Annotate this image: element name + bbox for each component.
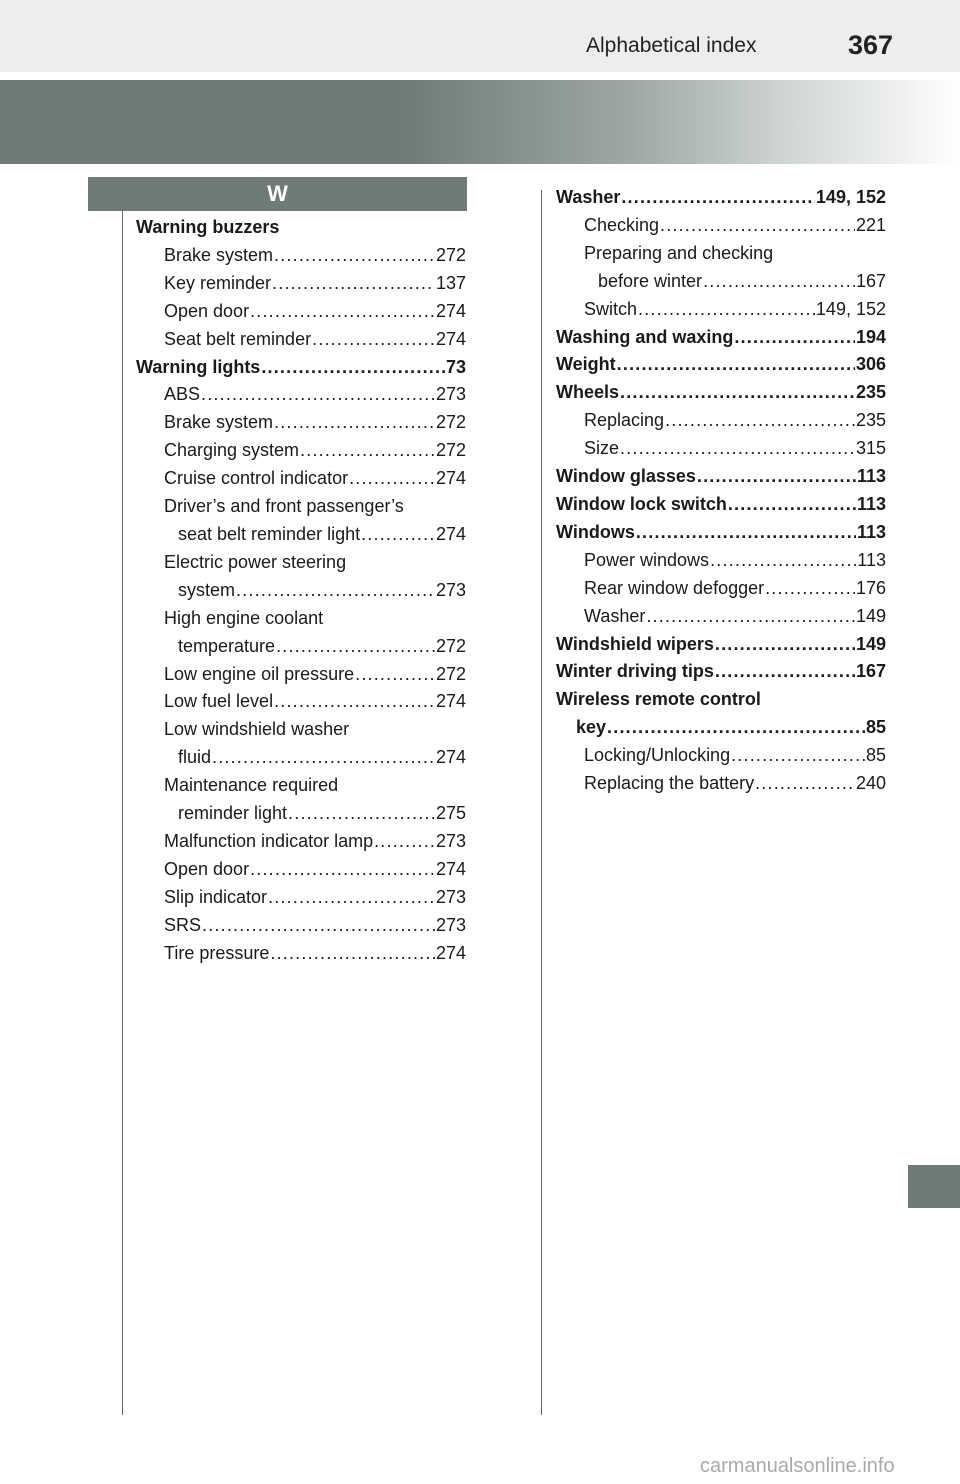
index-entry [136,605,466,661]
entry-term: Driver’s and front passenger’s [164,496,404,517]
index-entry [136,688,466,716]
entry-term: Locking/Unlocking [584,745,731,766]
index-entry [136,354,466,382]
entry-term: Windows [556,521,635,542]
index-entry [556,240,886,296]
index-entry [136,828,466,856]
entry-page: 235 [855,410,886,431]
entry-page: 272 [435,440,466,461]
index-entry [556,212,886,240]
entry-page: 194 [855,326,886,347]
dot-leader [212,744,435,772]
dot-leader [236,577,435,605]
entry-term: Switch [584,298,638,319]
entry-page: 272 [435,412,466,433]
entry-term: Slip indicator [164,886,268,907]
entry-term: Low fuel level [164,691,274,712]
index-entry [556,296,886,324]
entry-term: fluid [178,747,212,768]
dot-leader [646,603,855,631]
index-entry [556,658,886,686]
dot-leader [268,884,435,912]
entry-term: Rear window defogger [584,577,765,598]
dot-leader [361,521,435,549]
dot-leader [250,298,435,326]
index-entry [136,465,466,493]
entry-page: 221 [855,214,886,235]
entry-term: Washing and waxing [556,326,734,347]
entry-term: Wheels [556,382,620,403]
entry-page: 113 [857,549,886,570]
entry-term: Preparing and checking [584,242,774,263]
entry-page: 176 [855,577,886,598]
entry-term: Open door [164,300,250,321]
entry-page: 137 [435,272,466,293]
entry-page: 274 [435,328,466,349]
index-column-right [556,184,886,798]
index-entry [136,242,466,270]
entry-page: 149 [855,605,886,626]
index-entry [556,379,886,407]
entry-term: temperature [178,635,276,656]
entry-page: 149, 152 [815,298,886,319]
index-entry [136,549,466,605]
entry-term: Low windshield washer [164,719,350,740]
entry-term: Malfunction indicator lamp [164,830,374,851]
dot-leader [697,463,856,491]
entry-page: 275 [435,803,466,824]
index-entry [556,547,886,575]
entry-term: Brake system [164,412,274,433]
entry-page: 274 [435,858,466,879]
index-entry [136,298,466,326]
entry-page: 73 [445,356,466,377]
entry-page: 85 [865,745,886,766]
index-entry [136,270,466,298]
dot-leader [660,212,855,240]
index-entry [136,437,466,465]
entry-term: Replacing the battery [584,773,755,794]
dot-leader [636,519,856,547]
entry-page: 272 [435,663,466,684]
entry-term: Wireless remote control [556,689,761,710]
dot-leader [349,465,435,493]
entry-page: 273 [435,830,466,851]
entry-page: 240 [855,773,886,794]
entry-term: Warning lights [136,356,261,377]
entry-term: Washer [584,605,646,626]
entry-term: Cruise control indicator [164,468,349,489]
index-entry [556,491,886,519]
index-entry [136,856,466,884]
dot-leader [250,856,435,884]
dot-leader [300,437,435,465]
dot-leader [312,326,435,354]
entry-term: Checking [584,214,660,235]
entry-term: Weight [556,354,616,375]
index-entry [136,772,466,828]
dot-leader [621,184,815,212]
entry-term: High engine coolant [164,607,324,628]
dot-leader [755,770,855,798]
dot-leader [765,575,855,603]
dot-leader [201,381,435,409]
entry-term: Window glasses [556,466,696,487]
entry-page: 274 [435,300,466,321]
dot-leader [374,828,435,856]
index-entry [556,603,886,631]
entry-page: 272 [435,635,466,656]
dot-leader [715,658,855,686]
dot-leader [638,296,815,324]
section-letter: W [88,177,467,211]
entry-page: 113 [856,521,886,542]
entry-term: Washer [556,187,621,207]
dot-leader [274,242,435,270]
entry-term: Replacing [584,410,665,431]
dot-leader [620,435,855,463]
index-column-left [136,214,466,967]
dot-leader [731,742,865,770]
entry-term: Warning buzzers [136,217,280,237]
entry-term: Electric power steering [164,551,347,572]
dot-leader [620,379,855,407]
entry-term: system [178,579,236,600]
entry-term: key [576,717,607,738]
dot-leader [665,407,855,435]
entry-term: Key reminder [164,272,272,293]
index-entry [136,493,466,549]
entry-page: 274 [435,942,466,963]
index-entry [556,519,886,547]
entry-page: 113 [856,466,886,487]
dot-leader [607,714,865,742]
entry-page: 306 [855,354,886,375]
dot-leader [261,354,445,382]
dot-leader [288,800,435,828]
entry-term: seat belt reminder light [178,523,361,544]
entry-term: Power windows [584,549,710,570]
entry-term: SRS [164,914,202,935]
entry-page: 235 [855,382,886,403]
index-entry [556,770,886,798]
index-entry [136,214,466,242]
index-entry [556,686,886,742]
dot-leader [734,324,855,352]
dot-leader [276,633,435,661]
entry-term: Seat belt reminder [164,328,312,349]
index-entry [136,940,466,968]
section-tab [908,1165,960,1208]
entry-term: Low engine oil pressure [164,663,355,684]
entry-term: Winter driving tips [556,661,714,682]
watermark: carmanualsonline.info [700,1455,895,1477]
entry-term: ABS [164,384,201,405]
dot-leader [272,270,435,298]
index-entry [136,381,466,409]
entry-term: before winter [598,270,703,291]
entry-page: 274 [435,468,466,489]
index-entry [556,435,886,463]
index-entry [136,326,466,354]
entry-term: Tire pressure [164,942,270,963]
entry-page: 85 [865,717,886,738]
index-entry [136,912,466,940]
entry-page: 113 [856,493,886,514]
header-banner [0,80,960,164]
index-entry [136,884,466,912]
index-entry [136,409,466,437]
entry-term: Window lock switch [556,493,727,514]
header-title: Alphabetical index [586,34,757,57]
header-bar [0,0,960,72]
entry-term: Brake system [164,244,274,265]
dot-leader [355,661,435,689]
entry-term: reminder light [178,803,288,824]
index-entry [556,351,886,379]
entry-page: 149, 152 [815,187,886,207]
entry-page: 274 [435,747,466,768]
index-entry [556,324,886,352]
index-entry [136,716,466,772]
dot-leader [202,912,435,940]
index-entry [556,631,886,659]
entry-page: 273 [435,579,466,600]
entry-page: 273 [435,886,466,907]
dot-leader [715,631,855,659]
entry-page: 273 [435,384,466,405]
dot-leader [270,940,435,968]
entry-term: Maintenance required [164,775,339,796]
dot-leader [274,409,435,437]
dot-leader [728,491,856,519]
page-number: 367 [848,30,894,60]
entry-page: 273 [435,914,466,935]
index-entry [556,184,886,212]
left-column-rule [122,211,123,1415]
index-entry [556,407,886,435]
entry-page: 167 [855,661,886,682]
dot-leader [617,351,855,379]
entry-page: 167 [855,270,886,291]
dot-leader [274,688,435,716]
entry-term: Charging system [164,440,300,461]
right-column-rule [541,190,542,1415]
entry-page: 274 [435,691,466,712]
entry-page: 315 [855,438,886,459]
entry-page: 272 [435,244,466,265]
entry-page: 274 [435,523,466,544]
entry-term: Windshield wipers [556,633,714,654]
entry-page: 149 [855,633,886,654]
entry-term: Open door [164,858,250,879]
dot-leader [710,547,856,575]
index-entry [556,742,886,770]
index-entry [556,575,886,603]
index-entry [136,661,466,689]
index-entry [556,463,886,491]
entry-term: Size [584,438,620,459]
dot-leader [703,268,855,296]
